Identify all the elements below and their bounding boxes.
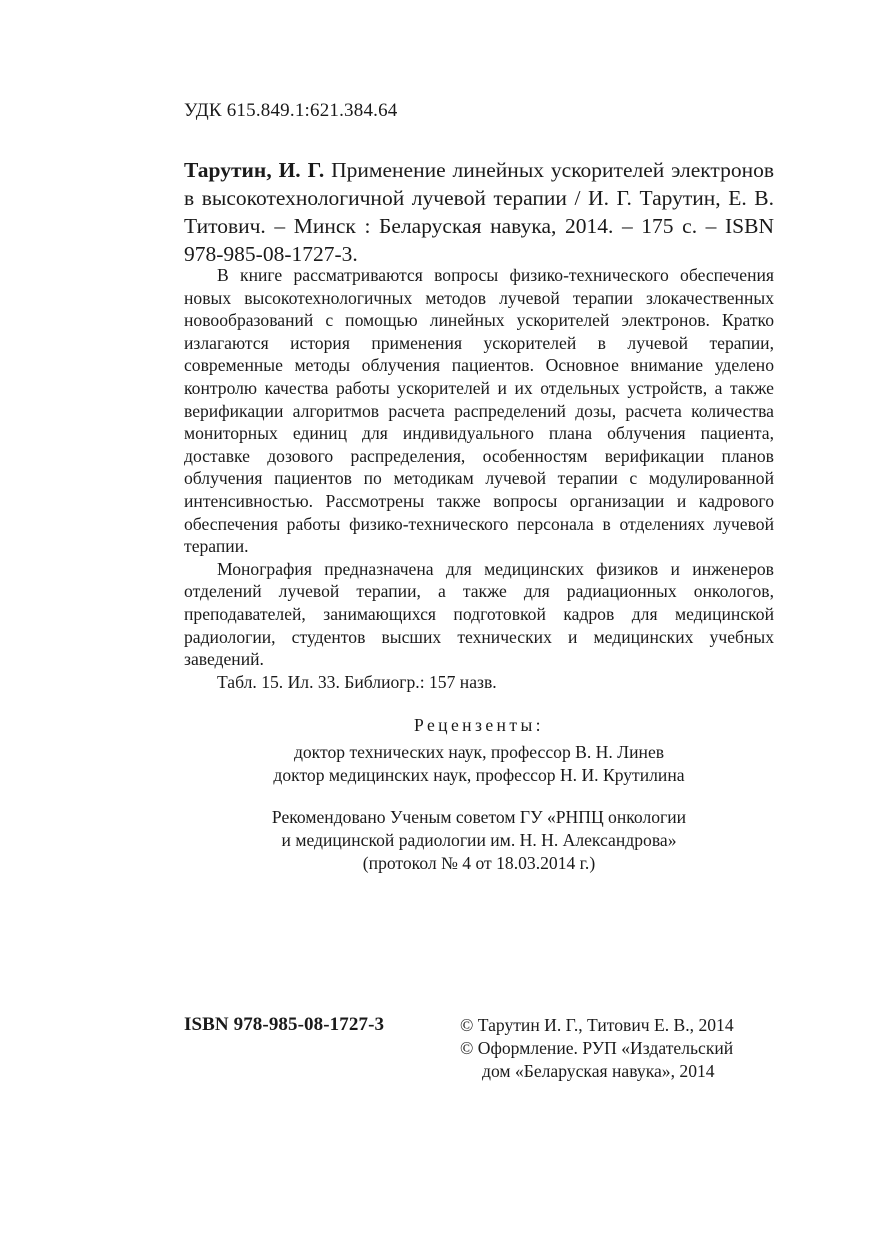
abstract-paragraph-content: В книге рассматриваются вопросы физико-технического обеспечения новых высокотехнологичных методов лучевой терапии злокачественных новообразований с помощью линейных ускорителей электронов. Кратко излагаются история применения ускорителей в лучевой терапии, современные методы облучения пациентов. Основное внимание уделено контролю качества работы ускорителей и их отдельных устройств, а также верификации алгоритмов расчета распределений дозы, расчета количества мониторных единиц для индивидуального плана облучения пациента, доставке дозового распределения, особенностям верификации планов облучения пациентов по методикам лучевой терапии с модулированной интенсивностью. Рассмотрены также вопросы организации и кадрового обеспечения работы физико-технического персонала в отделениях лучевой терапии. bbox=[184, 265, 774, 557]
copyright-publisher: дом «Беларуская навука», 2014 bbox=[482, 1061, 715, 1081]
abstract bbox=[184, 264, 774, 693]
bibliographic-citation bbox=[184, 156, 774, 268]
reviewer-item: доктор технических наук, профессор В. Н. Линев bbox=[293, 742, 665, 762]
reviewers-block bbox=[184, 714, 774, 787]
copyright-design: © Оформление. РУП «Издательский bbox=[460, 1038, 734, 1058]
abstract-paragraph-stats: Табл. 15. Ил. 33. Библиогр.: 157 назв. bbox=[217, 671, 497, 692]
recommendation-block bbox=[184, 806, 774, 875]
reviewer-item: доктор медицинских наук, профессор Н. И. Крутилина bbox=[273, 765, 685, 785]
copyright-authors: © Тарутин И. Г., Титович Е. В., 2014 bbox=[460, 1015, 734, 1035]
isbn-number: ISBN 978-985-08-1727-3 bbox=[184, 1014, 385, 1035]
udk-code: УДК 615.849.1:621.384.64 bbox=[184, 100, 398, 121]
recommendation-line: Рекомендовано Ученым советом ГУ «РНПЦ онкологии bbox=[271, 807, 687, 827]
copyright-block bbox=[460, 1014, 780, 1083]
recommendation-protocol: (протокол № 4 от 18.03.2014 г.) bbox=[362, 853, 596, 873]
citation-author: Тарутин, И. Г. bbox=[184, 158, 325, 182]
citation-text: Применение линейных ускорителей электронов в высокотехнологичной лучевой терапии / И. Г. Тарутин, Е. В. Титович. – Минск : Беларуская навука, 2014. – 175 с. – ISBN 978-985-08-1727-3. bbox=[184, 158, 774, 266]
recommendation-line: и медицинской радиологии им. Н. Н. Александрова» bbox=[281, 830, 677, 850]
reviewers-heading: Рецензенты: bbox=[414, 715, 544, 735]
abstract-paragraph-audience: Монография предназначена для медицинских физиков и инженеров отделений лучевой терапии, а также для радиационных онкологов, преподавателей, занимающихся подготовкой кадров для медицинской радиологии, студентов высших технических и медицинских учебных заведений. bbox=[184, 558, 774, 670]
